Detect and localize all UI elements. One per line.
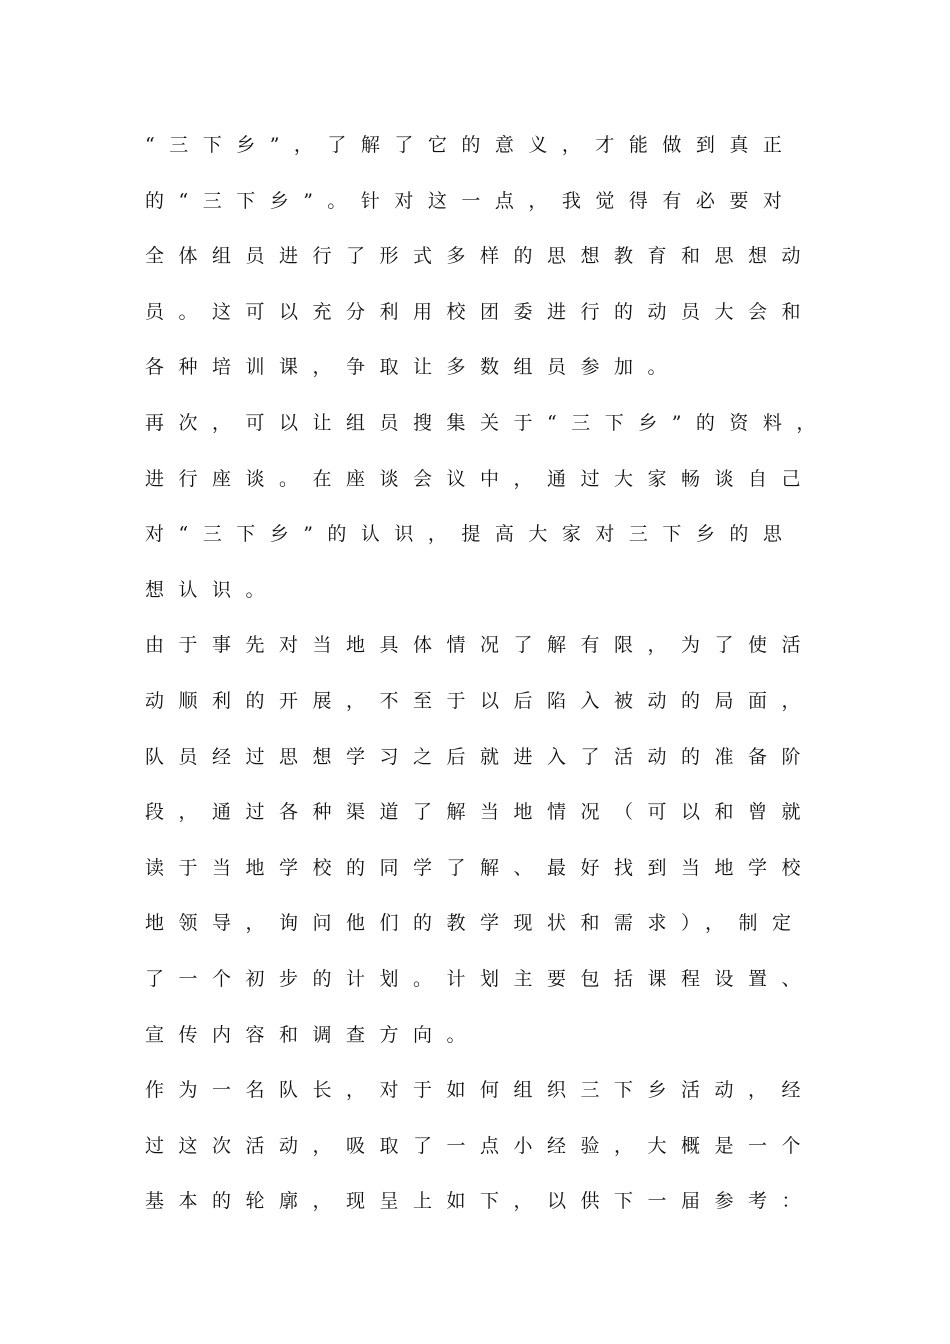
text-line: “三下乡”，了解了它的意义，才能做到真正 xyxy=(145,134,797,156)
text-line: 段，通过各种渠道了解当地情况（可以和曾就 xyxy=(145,801,816,824)
text-line: 各种培训课，争取让多数组员参加。 xyxy=(145,356,682,379)
text-line: 的“三下乡”。针对这一点，我觉得有必要对 xyxy=(145,189,797,212)
text-line: 员。这可以充分利用校团委进行的动员大会和 xyxy=(145,300,816,323)
text-line: 全体组员进行了形式多样的思想教育和思想动 xyxy=(145,245,816,268)
text-line: 地领导，询问他们的教学现状和需求），制定 xyxy=(145,912,806,935)
text-line: 想认识。 xyxy=(145,578,280,601)
text-line: 读于当地学校的同学了解、最好找到当地学校 xyxy=(145,856,816,879)
text-line: 作为一名队长，对于如何组织三下乡活动，经 xyxy=(145,1079,816,1102)
text-line: 队员经过思想学习之后就进入了活动的准备阶 xyxy=(145,745,816,768)
text-line: 由于事先对当地具体情况了解有限，为了使活 xyxy=(145,634,816,657)
text-line: 对“三下乡”的认识，提高大家对三下乡的思 xyxy=(145,523,797,546)
text-line: 进行座谈。在座谈会议中，通过大家畅谈自己 xyxy=(145,467,816,490)
text-line: 基本的轮廓，现呈上如下，以供下一届参考： xyxy=(145,1190,816,1213)
text-line: 再次，可以让组员搜集关于“三下乡”的资料， xyxy=(145,411,830,434)
document-body xyxy=(145,118,845,1230)
text-line: 过这次活动，吸取了一点小经验，大概是一个 xyxy=(145,1134,816,1157)
text-line: 动顺利的开展，不至于以后陷入被动的局面， xyxy=(145,689,816,712)
text-line: 宣传内容和调查方向。 xyxy=(145,1023,481,1046)
text-line: 了一个初步的计划。计划主要包括课程设置、 xyxy=(145,967,816,990)
